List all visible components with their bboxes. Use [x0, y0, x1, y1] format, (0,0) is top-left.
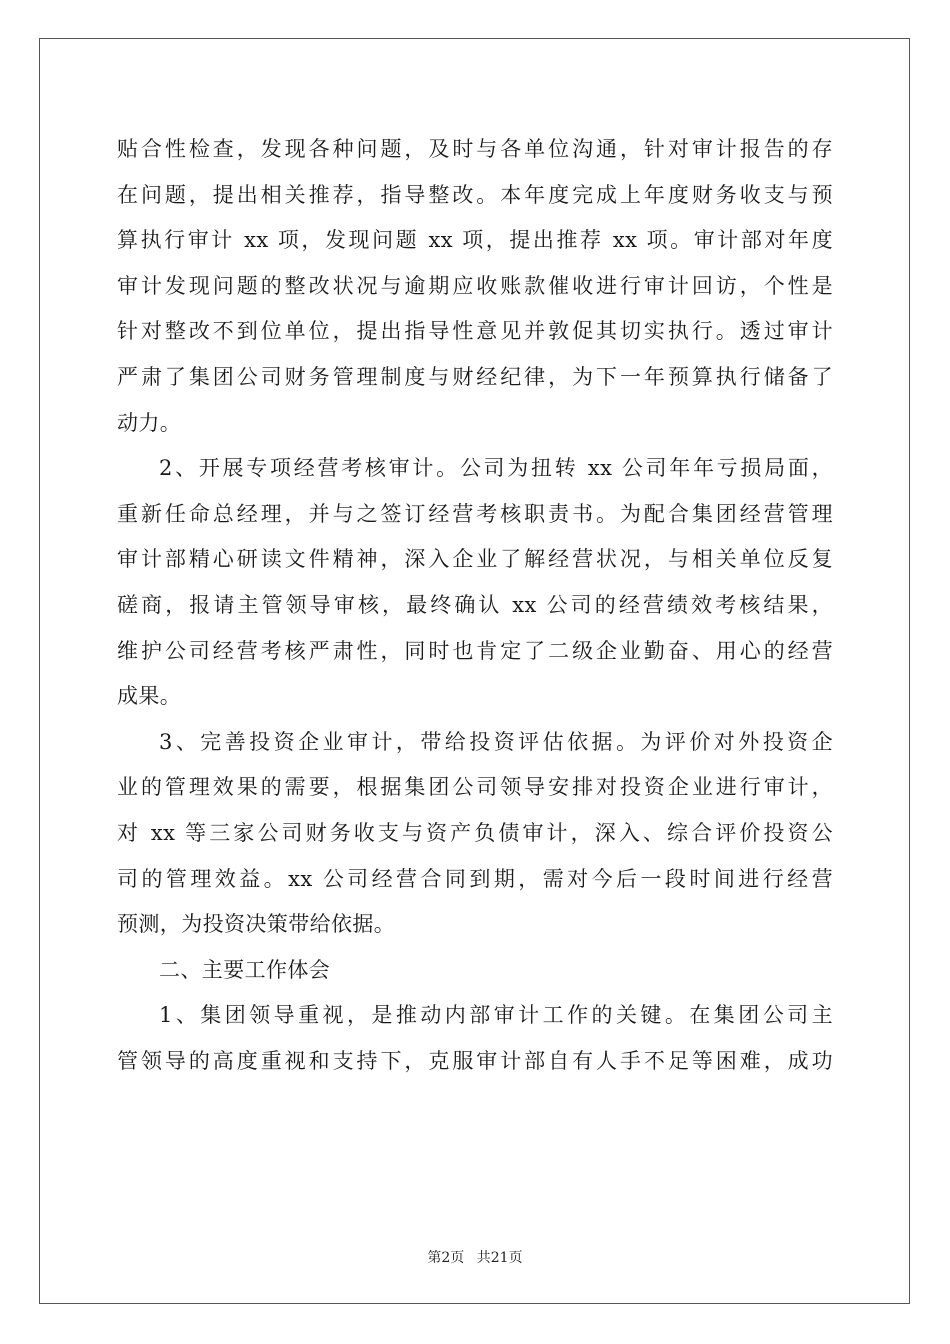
- text-line: 预测，为投资决策带给依据。: [117, 912, 396, 937]
- text-line: 1、集团领导重视，是推动内部审计工作的关键。在集团公司主: [159, 1003, 833, 1028]
- text-line: 审计发现问题的整改状况与逾期应收账款催收进行审计回访，个性是: [117, 273, 833, 298]
- text-line: 算执行审计 xx 项，发现问题 xx 项，提出推荐 xx 项。审计部对年度: [117, 228, 833, 253]
- current-page-label: 第2页: [427, 1250, 465, 1266]
- text-line: 维护公司经营考核严肃性，同时也肯定了二级企业勤奋、用心的经营: [117, 638, 833, 663]
- text-line: 3、完善投资企业审计，带给投资评估依据。为评价对外投资企: [159, 729, 833, 754]
- text-line: 二、主要工作体会: [159, 957, 331, 982]
- text-line: 在问题，提出相关推荐，指导整改。本年度完成上年度财务收支与预: [117, 182, 833, 207]
- page-footer: [0, 1247, 950, 1267]
- text-line: 业的管理效果的需要，根据集团公司领导安排对投资企业进行审计，: [117, 775, 833, 800]
- text-line: 重新任命总经理，并与之签订经营考核职责书。为配合集团经营管理: [117, 501, 833, 526]
- text-line: 管领导的高度重视和支持下，克服审计部自有人手不足等困难，成功: [117, 1048, 833, 1073]
- text-line: 对 xx 等三家公司财务收支与资产负债审计，深入、综合评价投资公: [117, 820, 833, 845]
- text-line: 成果。: [117, 684, 182, 709]
- text-line: 贴合性检查，发现各种问题，及时与各单位沟通，针对审计报告的存: [117, 137, 833, 161]
- text-line: 磋商，报请主管领导审核，最终确认 xx 公司的经营绩效考核结果，: [117, 592, 833, 617]
- document-body: [117, 127, 833, 1084]
- total-pages-label: 共21页: [476, 1250, 523, 1266]
- text-line: 审计部精心研读文件精神，深入企业了解经营状况，与相关单位反复: [117, 547, 833, 572]
- text-line: 2、开展专项经营考核审计。公司为扭转 xx 公司年年亏损局面，: [159, 456, 833, 481]
- text-line: 动力。: [117, 410, 182, 435]
- text-line: 严肃了集团公司财务管理制度与财经纪律，为下一年预算执行储备了: [117, 364, 833, 389]
- text-line: 司的管理效益。xx 公司经营合同到期，需对今后一段时间进行经营: [117, 866, 833, 891]
- text-line: 针对整改不到位单位，提出指导性意见并敦促其切实执行。透过审计: [117, 319, 833, 344]
